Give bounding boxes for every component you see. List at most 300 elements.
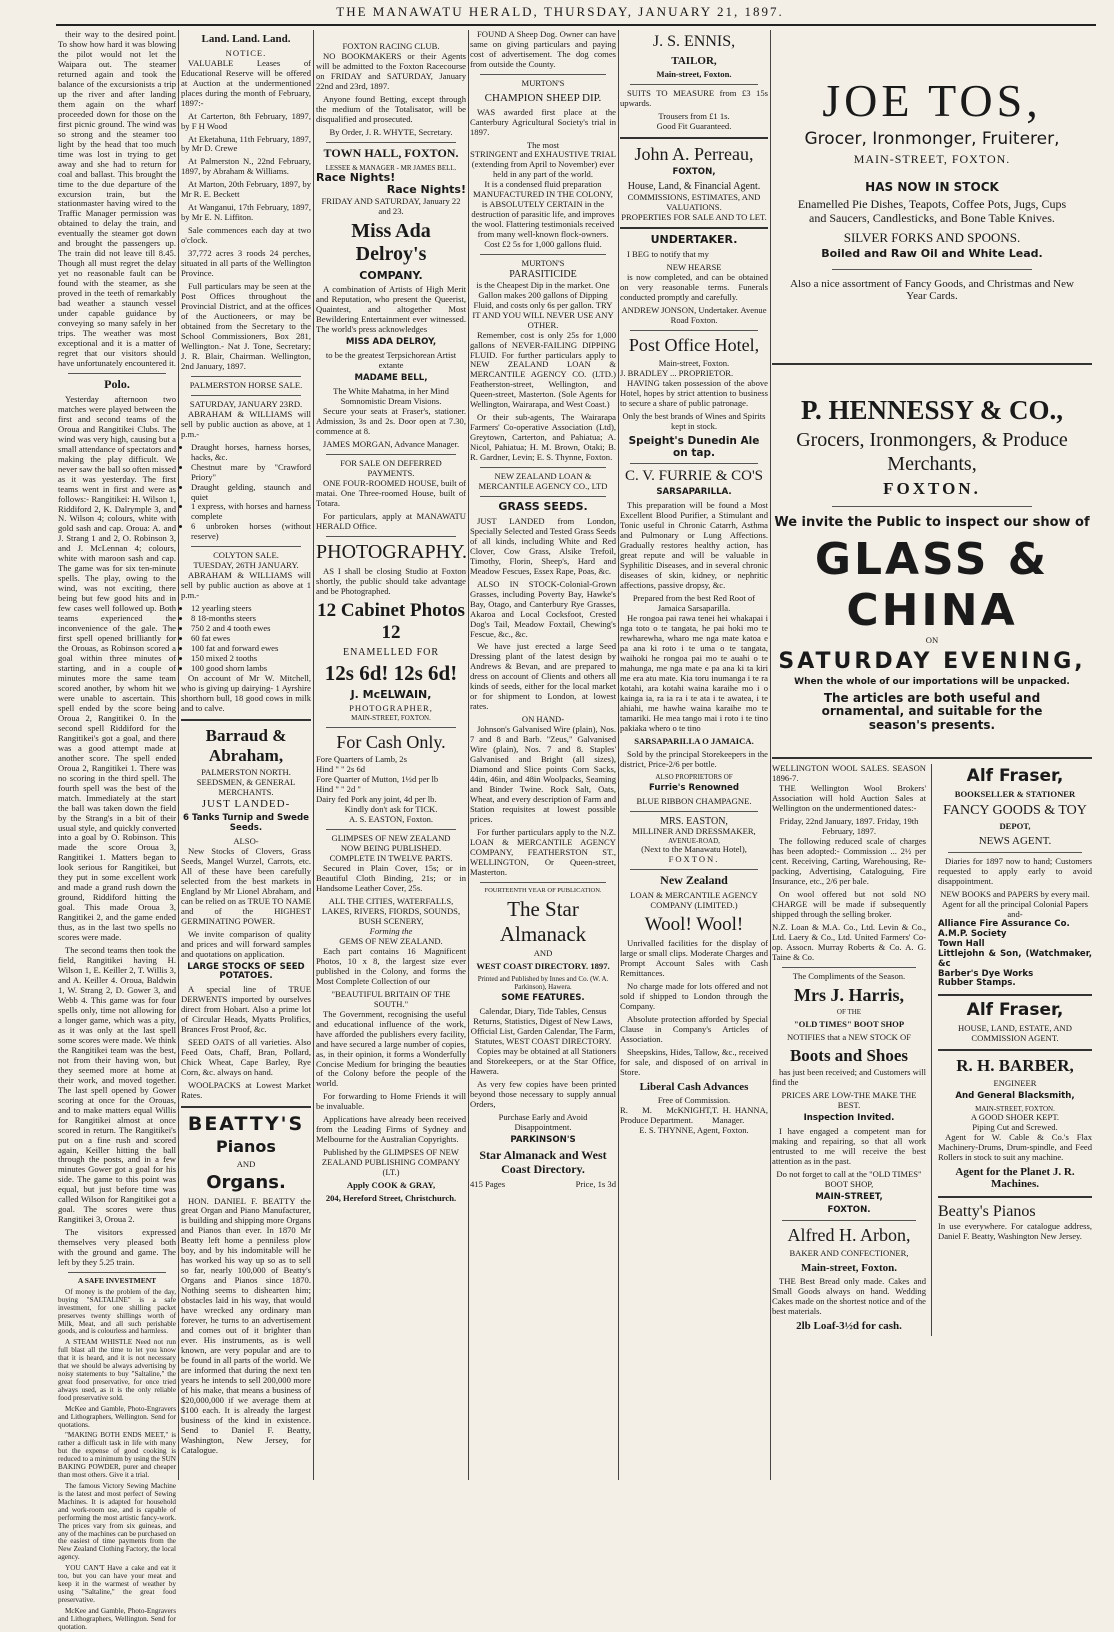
nz-loan-heading: NEW ZEALAND LOAN & MERCANTILE AGENCY CO., LTD <box>478 471 608 492</box>
ad-text: SUITS TO MEASURE from £3 15s upwards. <box>620 88 768 109</box>
signature: T. H. HANNA, Manager. <box>712 1105 768 1126</box>
baker-label: BAKER AND CONFECTIONER, <box>789 1247 909 1258</box>
ad-text: On wool offered but not sold NO CHARGE will be made if subsequently shipped through the selling broker. <box>772 888 926 919</box>
fourteenth-year: FOURTEENTH YEAR OF PUBLICATION. <box>484 886 602 894</box>
organs-title: Organs. <box>206 1171 286 1193</box>
inspection-invited: Inspection Invited. <box>803 1113 895 1124</box>
barraud-location: PALMERSTON NORTH. <box>201 767 291 778</box>
engineer-label: ENGINEER <box>993 1077 1037 1088</box>
ads-left <box>772 764 932 1336</box>
on-hand-label: ON HAND- <box>521 714 565 725</box>
joe-tos-title: JOE TOS, <box>822 75 1042 126</box>
ad-text: ALSO IN STOCK-Colonial-Grown Grasses, including Poverty Bay, Hawke's Bay, Otago, and Canterbury Rye Grasses, Akaroa and Local Cocksfoot, Crested Dog's Tail, Meadow Foxtail, Chewing's Fescue, &c., &c. <box>470 578 616 639</box>
divider <box>191 376 301 377</box>
safe-investment-heading: A SAFE INVESTMENT <box>77 1276 157 1286</box>
masthead-rule <box>56 24 1096 26</box>
arbon-title: Alfred H. Arbon, <box>787 1224 911 1245</box>
speights-ale: Speight's Dunedin Ale on tap. <box>628 434 760 459</box>
colyton-list <box>181 604 311 674</box>
unpacked-note: When the whole of our importations will be unpacked. <box>794 677 1070 688</box>
glass-china-title: GLASS & CHINA <box>814 533 1050 636</box>
race-nights: Race Nights! <box>316 170 396 184</box>
sale-dates: Friday, 22nd January, 1897. Friday, 19th February, 1897. <box>779 816 919 837</box>
main-street: MAIN-STREET, FOXTON. <box>853 152 1011 167</box>
signature: A. S. EASTON, Foxton. <box>348 814 434 825</box>
ennis-title: J. S. ENNIS, <box>652 33 736 50</box>
divider <box>630 463 758 464</box>
ad-text: For particulars, apply at MANAWATU HERALD Office. <box>316 510 466 531</box>
ad-text: For further particulars apply to the N.Z. LOAN & MERCANTILE AGENCY COMPANY, FEATHERSTON ST., WELLINGTON, Or Queen-street, Masterton. <box>470 826 616 877</box>
agent-for: Agent for all the principal Colonial Papers and- <box>941 898 1089 919</box>
small-ad: "MAKING BOTH ENDS MEET," is rather a difficult task in life with many but the expense of good cooking is reduced to a minimum by using the SUN BAKING POWDER, purer and cheaper than most others. Give it a trial. <box>58 1431 176 1480</box>
list-item: • 100 good shorn lambs <box>191 664 311 674</box>
masthead: THE MANAWATU HERALD, THURSDAY, JANUARY 21, 1897. <box>336 4 784 19</box>
perreau-title: John A. Perreau, <box>634 144 754 165</box>
forming-label: Forming the <box>369 925 413 936</box>
horse-sale-heading: PALMERSTON HORSE SALE. <box>189 379 303 390</box>
fit-text: Good Fit Guaranteed. <box>656 121 732 132</box>
ad-text: The Government, recognising the useful and educational influence of the work, have afforded the publishers every facility, and have secured a large number of copies, as, in their opinion, it forms a Wonderfully Concise Medium for bringing the beauties of the Colony before the people of the world. <box>316 1008 466 1089</box>
ad-text: Sheepskins, Hides, Tallow, &c., received for sale, and disposed of on arrival in Store. <box>620 1046 768 1077</box>
champagne-text: BLUE RIBBON CHAMPAGNE. <box>636 795 752 806</box>
divider <box>832 506 1032 507</box>
ad-text: SEED OATS of all varieties. Also Feed Oats, Chaff, Bran, Pollard, Chick Wheat, Cape Barley, Rye Corn, &c. always on hand. <box>181 1037 311 1078</box>
column-4 <box>470 30 616 1480</box>
beattys-pianos: Beatty's Pianos <box>938 1203 1036 1221</box>
land-heading: Land. Land. Land. <box>201 33 291 45</box>
polo-heading: Polo. <box>104 376 130 391</box>
agency-item: Town Hall <box>938 938 985 949</box>
list-item: • 1 express, with horses and harness complete <box>191 502 311 522</box>
article-text: The second teams then took the field, Rangitikei having H. Wilson 1, E. Keiller 2, T. Willis 3, and A. Keiller 4. Oroua, Baldwin 1, W. Strang 2, D. Gower 3, and Webb 4. This game was for four spells only, time not allowing for a longer game, which was a pity, as it was only at the last spell some scores were made. We think the Rangitikei team was the best, not from their having won, but they seemed more at home at their work, and moved together. The last spell opened by Gower scoring at once for the Orouas, and to make matters equal Willis for Rangitikei almost at once scored in return. The Rangitikei's put on a fine rush and scored again, Keiller hitting the ball through the posts, and in a few minutes Gower got a goal for his side. The game to this point was equal, but just before time was called Wilson for Rangitikei got a goal. The scores were thus Rangitikei 3, Oroua 2. <box>58 945 176 1225</box>
ad-text: THE Best Bread only made. Cakes and Small Goods always on hand. Wedding Cakes made on the shortest notice and of the best materials. <box>772 1276 926 1317</box>
prices-low: PRICES ARE LOW-THE MAKE THE BEST. <box>781 1090 917 1111</box>
list-item: • 750 2 and 4 tooth ewes <box>191 624 311 634</box>
main-street: MAIN-STREET, FOXTON. <box>351 714 431 723</box>
price-label: Price, 1s 3d <box>575 1178 616 1189</box>
agent-label: House, Land, & Financial Agent. <box>627 180 761 192</box>
ad-text: For forwarding to Home Friends it will be invaluable. <box>316 1091 466 1112</box>
price-item: Fore Quarters of Lamb, 2s <box>316 754 407 765</box>
ad-text: ONE FOUR-ROOMED HOUSE, built of matai. One Three-roomed House, built of Totara. <box>316 477 466 508</box>
divider <box>480 74 606 75</box>
next-to: (Next to the Manawatu Hotel), <box>641 844 747 855</box>
and-label: AND <box>236 1158 256 1169</box>
divider <box>68 373 166 374</box>
on-label: ON <box>925 634 939 645</box>
divider <box>772 757 1092 759</box>
photography-title: PHOTOGRAPHY. <box>316 540 467 563</box>
ad-text: THE Wellington Wool Brokers' Association will hold Auction Sales at Wellington on the undermentioned dates:- <box>772 783 926 814</box>
company-label: COMPANY. <box>359 268 423 282</box>
column-divider <box>770 30 771 1480</box>
star-almanack-title: The Star Almanack <box>499 897 587 946</box>
ad-text: At Palmerston N., 22nd February, 1897, by Abraham & Williams. <box>181 156 311 177</box>
list-item: • 6 unbroken horses (without reserve) <box>191 522 311 542</box>
price-list <box>316 755 466 805</box>
signature: R. M. McKNIGHT, Produce Department. <box>620 1105 713 1126</box>
ad-text: ABRAHAM & WILLIAMS will sell by public auction as above, at 1 p.m.- <box>181 408 311 439</box>
articles-note: The articles are both useful and ornamental, and suitable for the season's presents. <box>821 690 1043 733</box>
list-item: • Draught gelding, staunch and quiet <box>191 483 311 503</box>
price-item: Dairy fed Pork any joint, 4d per lb. <box>316 794 437 805</box>
madame-bell: MADAME BELL, <box>354 373 428 384</box>
ad-text: At Marton, 20th February, 1897, by Mr R. E. Beckett <box>181 179 311 200</box>
divider <box>938 1049 1092 1051</box>
loan-agency: LOAN & MERCANTILE AGENCY COMPANY (LIMITED.) <box>630 890 758 911</box>
foxton-label: FOXTON. <box>668 854 720 865</box>
new-zealand-heading: New Zealand <box>660 873 728 888</box>
column-2 <box>181 30 311 1480</box>
ada-name: MISS ADA DELROY, <box>345 337 437 348</box>
parkinsons-label: PARKINSON'S <box>510 1134 576 1145</box>
ad-text: ABRAHAM & WILLIAMS will sell by public auction as above at 1 p.m.- <box>181 570 311 601</box>
star-almanack-footer: Star Almanack and West Coast Directory. <box>479 1147 607 1176</box>
no-tick: Kindly don't ask for TICK. <box>344 804 438 815</box>
article-text: Yesterday afternoon two matches were played between the first and second teams of the Oroua and Rangitikei Clubs. The wind was very high, causing but a small attendance of spectators and making the play difficult. We never saw the ball so often missed as it was yesterday. The first teams went in first and were as follows:- Rangitikei: H. Wilson 1, Riddiford 2, K. Dalrymple 3, and N. Wilson 4; colours, white with gold sash and cap. Oroua: A. and J. Strang 1 and 2, O. Robinson 3, and J. McLennan 4; colours, white with maroon sash and cap. The game was for six ten-minute spells. The play, owing to the wind, was not exciting, there being but few good hits and in few cases well followed up. Both teams experienced the inconvenience of the gale. The first spell opened brilliantly for the Orouas, as Robinson scored a goal within three minutes of starting, and in a couple of minutes more the same team scored another, by whom hit we were unable to ascertain. This spell ended by the score being Oroua 2, Rangitikei 0. In the second spell Riddiford for the Rangitikei's got a goal, and there was a good attempt made at another score. The spell ended Oroua 2, Rangitikei 1. There was no scoring in the third spell. The fourth spell was the best of the match. Immediately at the start the ball was taken down the field by the Strang's in a bit of their usual style, and quickly converted into a goal by O. Robinson. This made the score Oroua 3, Rangitikei 1. Matters began to look serious for Rangitikei, but they put in some excellent work and made a grand rush down the ground, Riddiford hitting the goal. This made Oroua 3, Rangitikei 2, and the game ended thus, as in the last two spells no scores were made. <box>58 393 176 943</box>
article-text: The visitors expressed themselves very pleased both with the ground and game. The left by they 5.25 train. <box>58 1227 176 1268</box>
prepared-text: Prepared from the best Red Root of Jamaica Sarsaparilla. <box>632 593 756 614</box>
divider <box>480 496 606 497</box>
column-divider <box>178 30 179 1480</box>
beatty-title: BEATTY'S <box>187 1113 305 1136</box>
divider <box>480 882 606 883</box>
stock-list: Enamelled Pie Dishes, Teapots, Coffee Pots, Jugs, Cups and Saucers, Candlesticks, and Bone Table Knives. <box>797 196 1067 225</box>
notice-heading: NOTICE. <box>225 47 267 58</box>
race-nights: Race Nights! <box>386 183 466 197</box>
ad-text: Remember, cost is only 25s for 1,000 gallons of NEVER-FAILING DIPPING FLUID. For further particulars apply to NEW ZEALAND LOAN & MERCANTILE AGENCY CO. (LTD.) Featherston-street, Wellington, and Queen-street, Masterton. (Sole Agents for Wellington, Wairarapa, and West Coast.) <box>470 329 616 410</box>
tanks-heading: 6 Tanks Turnip and Swede Seeds. <box>183 812 309 833</box>
west-coast-directory: WEST COAST DIRECTORY. 1897. <box>476 960 610 971</box>
ad-text: No charge made for lots offered and not sold if shipped to London through the Company. <box>620 980 768 1011</box>
divider <box>938 994 1092 996</box>
ad-text: He rongoa pai rawa tenei hei whakapai i nga toto o te tangata, he pai hoki mo te rewharewha, wharo me nga mate katoa e pa ana ki roto i te uma o te tangata, waihoki he rongoa pai mo te auahi o te mahunga, me nga mate e pa ana ki ta kiri me era atu mate. Kia toru inumanga i te ra kotahi, ara kotahi waina karaihe mo i o kainga ia, ra ia ra i te ata i te awatea, i te ahiahi, me hawhe waina karaihe mo te tamariki. He mea tango mai i roto i te tino pakiaka whero o te tino <box>620 613 768 733</box>
ad-text: At Carterton, 8th February, 1897, by F H Wood <box>181 110 311 131</box>
ad-text: On account of Mr W. Mitchell, who is giving up dairying- 1 Ayrshire shorthorn bull, 18 good cows in milk and to calve. <box>181 672 311 713</box>
commissions: COMMISSIONS, ESTIMATES, AND VALUATIONS. <box>627 191 761 212</box>
enamelled-for: ENAMELLED FOR <box>342 646 440 658</box>
ad-text: Johnson's Galvanised Wire (plain), Nos. 7 and 8 and Barb. "Zeus," Galvanised Wire (plain), Nos. 7 and 8. Staples' Galvanised and Bright (all sizes), Diamond and Slice points Corn Sacks, 44in, 46in, and 48in Woolpacks, Seaming and Binder Twine. Rock Salt, Oats, Wheat, and every description of Farm and Station requisites at lowest possible prices. <box>470 724 616 824</box>
ad-text: JUST LANDED from London, Specially Selected and Tested Grass Seeds of all kinds, including White and Red Clover, Cow Grass, Alsike Trefoil, Timothy, Florin, Sheep's, Hard and Meadow Fescues, Essex Rape, Poas, &c. <box>470 515 617 576</box>
main-street: MAIN-STREET, FOXTON. <box>975 1104 1055 1113</box>
signature: JAMES MORGAN, Advance Manager. <box>322 438 460 449</box>
ad-text: A combination of Artists of High Merit and Reputation, who present the Queerist, Quaintest, and altogether Most Bewildering Entertainment ever witnessed. The world's press acknowledges <box>316 284 466 335</box>
divider <box>630 811 758 812</box>
agency-item: Littlejohn & Son, (Watchmaker, &c <box>938 948 1092 969</box>
article-text: their way to the desired point. To show how hard it was blowing the pilot would not let the Waipara out. The steamer returned again and took the balance of the excursionists a trip up the river and after landing them again on the wharf proceeded down for those on the first picnic ground. The wind was so strong and the steamer too light by the head that too much time was lost in trying to get away and she had to return for coal and ballast. This brought the time to the due departure of the excursion train, but the stationmaster having wired to the Traffic Manager permission was obtained to delay the train, and eventually the steamer got down and brought the passengers up. The train did not leave till 8.45. Though all must regret the delay yet no reasonable fault can be found with the steamer, as she proved in the teeth of remarkably bad weather a staunch vessel under capable guidance by conveying so many safely in her trips. The weather was most exceptional and it is a matter of regret that our visitors should have unfortunately encountered it. <box>58 29 176 368</box>
ad-text: At Wanganui, 17th February, 1897, by Mr E. N. Liffiton. <box>181 202 311 223</box>
furries-renowned: Furrie's Renowned <box>648 782 740 793</box>
harris-title: Mrs J. Harris, <box>794 984 904 1005</box>
ad-text: Or their sub-agents, The Wairarapa Farmers' Co-operative Association (Ltd), Greytown, Carterton, and Pahiatua; A. Nicol, Pahiatua; H. M. Brown, Otaki; B. R. Gardner, Levin; E. S. Thynne, Foxton. <box>470 412 616 463</box>
glimpses-heading: GLIMPSES OF NEW ZEALAND <box>331 833 451 844</box>
list-item: • 12 yearling steers <box>191 604 311 614</box>
divider <box>326 829 456 830</box>
column-3 <box>316 30 466 1480</box>
lessee-line: LESSEE & MANAGER - MR JAMES BELL. <box>325 163 457 172</box>
hennessy-title: P. HENNESSY & CO., <box>800 395 1064 426</box>
race-nights-dates: FRIDAY AND SATURDAY, January 22 and 23. <box>321 196 461 217</box>
divider <box>326 727 456 728</box>
bottom-ads <box>772 764 1092 1336</box>
horse-sale-list <box>181 443 311 543</box>
divider <box>68 1272 166 1273</box>
ad-text: WAS awarded first place at the Canterbury Agricultural Society's trial in 1897. <box>470 106 616 137</box>
ad-text: As very few copies have been printed beyond those necessary to supply annual Orders, <box>470 1078 616 1109</box>
gems-heading: GEMS OF NEW ZEALAND. <box>339 935 443 946</box>
do-not-forget: Do not forget to call at the "OLD TIMES" BOOT SHOP, <box>776 1168 922 1189</box>
compliments: The Compliments of the Season. <box>792 970 906 981</box>
fancy-goods: FANCY GOODS & TOY <box>943 802 1087 818</box>
silver-forks: SILVER FORKS AND SPOONS. <box>843 229 1021 245</box>
house-land: HOUSE, LAND, ESTATE, AND <box>958 1023 1072 1034</box>
divider <box>181 719 311 721</box>
small-ad: A STEAM WHISTLE Need not run full blast all the time to let you know that it is heard, and it is not necessary that we should be always advertising by noisy statements to buy "Saltaline," the great food preservative, for once tried always used, as it is the only reliable food preservative sold. <box>58 1338 176 1402</box>
main-street: Main-street, Foxton. <box>800 1261 898 1274</box>
ad-text: Secured in Plain Cover, 15s; or in Beautiful Cloth Binding, 21s; or in Handsome Leather Cover, 25s. <box>316 863 466 894</box>
colyton-heading: COLYTON SALE. <box>213 550 279 561</box>
ads-right <box>938 764 1092 1336</box>
list-item: • 8 18-months steers <box>191 614 311 624</box>
divider <box>480 467 606 468</box>
mrs-easton: MRS. EASTON, <box>660 815 728 827</box>
pages-label: 415 Pages <box>470 1178 506 1189</box>
divider <box>938 1196 1092 1198</box>
agency-item: Rubber Stamps. <box>938 978 1016 989</box>
boiled-oil: Boiled and Raw Oil and White Lead. <box>821 246 1043 260</box>
trousers-text: Trousers from £1 1s. <box>658 111 730 122</box>
column-divider <box>468 30 469 1480</box>
barraud-trade: SEEDSMEN, & GENERAL MERCHANTS. <box>196 777 296 798</box>
list-item: • Draught horses, harness horses, hacks, &c. <box>191 443 311 463</box>
ad-text: Diaries for 1897 now to hand; Customers requested to apply early to avoid disappointment. <box>938 855 1092 886</box>
divider <box>782 1220 916 1221</box>
sarsaparilla-jamaica: SARSAPARILLA O JAMAICA. <box>634 735 754 746</box>
divider <box>630 869 758 870</box>
column-5 <box>620 30 768 1480</box>
ad-text: FOUND A Sheep Dog. Owner can have same on giving particulars and paying cost of advertisement. The dog comes from outside the County. <box>470 29 616 69</box>
wool-sales-heading: WELLINGTON WOOL SALES. SEASON 1896-7. <box>772 763 926 784</box>
list-item: • 60 fat ewes <box>191 634 311 644</box>
for-sale-heading: FOR SALE ON DEFERRED PAYMENTS. <box>340 457 442 478</box>
foxton-label: FOXTON. <box>827 1204 871 1215</box>
ad-text: The following reduced scale of charges has been adopted:- Commission ... 2½ per cent. Receiving, Carting, Warehousing, Re-packing, Advertising, Cataloguing, Fire Insurance, etc., 2/6 per bale. <box>772 836 926 886</box>
cook-gray: Apply COOK & GRAY, <box>346 1180 436 1191</box>
just-landed: JUST LANDED- <box>201 798 291 811</box>
mcelwain-name: J. McELWAIN, <box>350 687 432 701</box>
cash-only-title: For Cash Only. <box>336 731 446 752</box>
ad-text: VALUABLE Leases of Educational Reserve will be offered at Auction at the undermentioned places during the month of February, 1897:- <box>181 57 311 108</box>
ad-text: 37,772 acres 3 roods 24 perches, situated in all parts of the Wellington Province. <box>181 248 311 279</box>
champion-dip-title: CHAMPION SHEEP DIP. <box>484 91 602 104</box>
grass-seeds-title: GRASS SEEDS. <box>498 500 588 514</box>
ad-text: HAVING taken possession of the above Hotel, hopes by strict attention to business to secure a share of public patronage. <box>620 377 768 408</box>
shoer-label: A GOOD SHOER KEPT. <box>970 1111 1060 1122</box>
ad-text: Applications have already been received from the Leading Firms of Sydney and Melbourne for the Australian Copyrights. <box>316 1114 466 1145</box>
foxton-label: FOXTON. <box>883 478 981 498</box>
column-6 <box>772 30 1092 1480</box>
also-label: ALSO- <box>233 835 259 846</box>
ad-text: Agent for W. Cable & Co.'s Flax Machinery-Drums, Drum-spindle, and Feed Rollers in stock to suit any machine. <box>938 1131 1092 1162</box>
divider <box>191 395 301 396</box>
small-ad: McKee and Gamble, Photo-Engravers and Lithographers, Wellington. Send for quotation. <box>58 1606 176 1631</box>
column-divider <box>313 30 314 1480</box>
all-cities: ALL THE CITIES, WATERFALLS, LAKES, RIVERS, FIORDS, SOUNDS, BUSH SCENERY, <box>321 896 461 926</box>
price-item: Hind " " 2s 6d <box>316 764 366 775</box>
properties: PROPERTIES FOR SALE AND TO LET. <box>621 211 767 222</box>
divider <box>326 454 456 455</box>
ad-text: Sold by the principal Storekeepers in the district, Price-2/6 per bottle. <box>620 748 768 769</box>
blacksmith-label: And General Blacksmith, <box>955 1090 1075 1101</box>
ad-text: HON. DANIEL F. BEATTY the great Organ and Piano Manufacturer, is building and shipping more Organs and Pianos than ever. In 1870 Mr Beatty left home a penniless plow boy, and by his indomitable will he has worked his way up so as to sell so far, nearly 100,000 of Beatty's Organs and Pianos since 1870. Nothing seems to dishearten him; obstacles laid in his way, that would have wrecked any ordinary man forever, he turns to an advertisement and comes out of it brighter than ever. His instruments, as is well known, are very popular and are to be found in all parts of the world. We are informed that during the next ten years he intends to sell 200,000 more of his make, that means a business of $20,000,000 if we average them at $100 each. It is already the largest business of the kind in existence. Send to Daniel F. Beatty, Washington, New Jersey, for Catalogue. <box>181 1195 311 1455</box>
condensed-text: It is a condensed fluid preparation MANUFACTURED IN THE COLONY, is ABSOLUTELY CERTAIN in the destruction of parasitic life, and improves the wool. Flattering testimonials received from many well-known flock-owners. <box>471 179 615 240</box>
ad-text: has just been received; and Customers will find the <box>772 1067 927 1088</box>
ad-text: Anyone found Betting, except through the medium of the Totalisator, will be disqualified and prosecuted. <box>316 93 466 124</box>
ad-text: At Eketahuna, 11th February, 1897, by Mr D. Crewe <box>181 133 311 154</box>
main-street: MAIN-STREET, <box>815 1191 883 1202</box>
barraud-title: Barraud & Abraham, <box>205 725 287 765</box>
piping-label: Piping Cut and Screwed. <box>972 1121 1058 1132</box>
hereford-street: 204, Hereford Street, Christchurch. <box>325 1193 457 1204</box>
ad-text: I have engaged a competent man for making and repairing, so that all work entrusted to me will receive the best attention as in the past. <box>772 1126 926 1166</box>
planet-machines: Agent for the Planet J. R. Machines. <box>955 1165 1075 1191</box>
agency-item: A.M.P. Society <box>938 928 1007 939</box>
racing-club-heading: FOXTON RACING CLUB. <box>342 41 440 51</box>
price-item: Hind " " 2d " <box>316 784 361 795</box>
divider <box>181 1106 311 1108</box>
published-by: Published by the GLIMPSES OF NEW ZEALAND PUBLISHING COMPANY (LT.) <box>321 1147 461 1178</box>
undertaker-title: UNDERTAKER. <box>650 233 738 247</box>
photo-price: 12s 6d! 12s 6d! <box>324 661 458 686</box>
wool-title: Wool! Wool! <box>644 914 744 936</box>
ad-text: Absolute protection afforded by Special Clause in Company's Articles of Association. <box>620 1013 768 1044</box>
pianos-title: Pianos <box>216 1137 276 1157</box>
stringent-text: STRINGENT and EXHAUSTIVE TRIAL (extending from April to November) ever held in any part of the world. <box>470 149 617 180</box>
free-commission: Free of Commission. <box>657 1095 731 1106</box>
purchase-early: Purchase Early and Avoid Disappointment. <box>498 1111 588 1132</box>
in-use-note: In use everywhere. For catalogue address, Daniel F. Beatty, Washington New Jersey. <box>938 1220 1092 1241</box>
divider <box>782 967 916 968</box>
main-street: Main-street, Foxton. <box>656 69 732 80</box>
saturday-evening: SATURDAY EVENING, <box>778 648 1086 674</box>
grocer-line: Grocer, Ironmonger, Fruiterer, <box>804 129 1060 150</box>
cabinet-photos: 12 Cabinet Photos 12 <box>317 599 465 643</box>
ad-text: A special line of TRUE DERWENTS imported by ourselves direct from Hobart. Also a prime lot of Circular Heads, Myatts Prolifics, Brances Frost Proof, &c. <box>181 984 311 1035</box>
photographer-label: PHOTOGRAPHER, <box>349 703 433 714</box>
depot-label: DEPOT, <box>999 821 1031 832</box>
small-ad: The famous Victory Sewing Machine is the latest and most perfect of Sewing Machines. It is adapted for household and work-room use, and is capable of performing the most artistic fancy-work. The prices vary from six guineas, and any of the machines can be purchased on the easiest of time payments from the New Zealand Clothing Factory, the local agency. <box>58 1482 176 1562</box>
small-ad: McKee and Gamble, Photo-Engravers and Lithographers, Wellington. Send for quotations. <box>58 1404 176 1429</box>
avenue-road: AVENUE-ROAD, <box>668 837 720 846</box>
complete-parts: COMPLETE IN TWELVE PARTS. <box>329 853 453 864</box>
town-hall-heading: TOWN HALL, FOXTON. <box>323 145 459 160</box>
divider <box>620 227 768 229</box>
tailor-label: TAILOR, <box>671 54 717 67</box>
liberal-cash: Liberal Cash Advances <box>639 1080 749 1093</box>
column-divider <box>618 30 619 1480</box>
boots-shoes: Boots and Shoes <box>789 1045 909 1065</box>
ad-text: I BEG to notify that my <box>627 249 709 260</box>
column-1 <box>58 29 176 1631</box>
notifies-text: NOTIFIES that a NEW STOCK OF <box>786 1031 912 1042</box>
ad-text: Sale commences each day at two o'clock. <box>181 225 311 246</box>
old-times-shop: "OLD TIMES" BOOT SHOP <box>793 1018 905 1029</box>
ad-text: New Stocks of Clovers, Grass Seeds, Mangel Wurzel, Carrots, etc. All of these have been carefully selected from the best markets in England by Mr Lionel Abraham, and can be relied on as TRUE TO NAME and of the HIGHEST GERMINATING POWER. <box>181 845 311 926</box>
list-item: • Chestnut mare by "Crawford Priory" <box>191 463 311 483</box>
murtons-label: MURTON'S <box>521 77 565 88</box>
ad-text: NO BOOKMAKERS or their Agents will be admitted to the Foxton Racecourse on FRIDAY and SATURDAY, January 22nd and 23rd, 1897. <box>316 50 466 91</box>
features-heading: SOME FEATURES. <box>501 993 585 1004</box>
signature: E. S. THYNNE, Agent, Foxton. <box>639 1125 749 1136</box>
now-being: NOW BEING PUBLISHED. <box>340 843 442 854</box>
divider <box>630 330 758 331</box>
divider <box>480 254 606 255</box>
ad-text: This preparation will be found a Most Excellent Blood Purifier, a Stimulant and Tonic useful in Chronic Catarrh, Asthma and Pulmonary or Lung Affections. Gradually restores healthy action, has great repute and will be valuable in Syphilitic Diseases, and in several chronic diseases of skin, kidney, or nephritic affections, passive dropsy, &c. <box>620 500 768 591</box>
alf-fraser-title: Alf Fraser, <box>966 1000 1064 1021</box>
bookseller-label: BOOKSELLER & STATIONER <box>954 788 1076 799</box>
agency-item: Alliance Fire Assurance Co. <box>938 918 1070 929</box>
signature: ANDREW JONSON, Undertaker. Avenue Road Foxton. <box>621 305 767 326</box>
new-books: NEW BOOKS and PAPERS by every mail. <box>940 888 1090 899</box>
proprietor-line: J. BRADLEY ... PROPRIETOR. <box>620 367 734 378</box>
ad-text: Copies may be obtained at all Stationers and Storekeepers, or at the Star Office, Hawera. <box>470 1046 616 1076</box>
proprietors-label: ALSO PROPRIETORS OF <box>655 772 733 781</box>
and-label: AND <box>533 948 553 958</box>
ada-delroy-title: Miss Ada Delroy's <box>351 220 431 266</box>
signature: By Order, J. R. WHYTE, Secretary. <box>329 126 453 137</box>
divider <box>832 269 1032 270</box>
ad-text: is now completed, and can be obtained on very reasonable terms. Funerals conducted promptly and carefully. <box>620 272 768 303</box>
colyton-date: TUESDAY, 26TH JANUARY. <box>193 560 299 571</box>
divider <box>772 363 1092 365</box>
cost-text: Cost £2 5s for 1,000 gallons fluid. <box>484 239 602 250</box>
divider <box>620 137 768 139</box>
furrie-title: C. V. FURRIE & CO'S <box>624 468 764 485</box>
main-street: Main-street, Foxton. <box>658 357 730 368</box>
potatoes-heading: LARGE STOCKS OF SEED POTATOES. <box>187 961 305 982</box>
divider <box>326 142 456 143</box>
broker-list: N.Z. Loan & M.A. Co., Ltd. Levin & Co., Ltd. Laery & Co., Ltd. United Farmers' Co-op. Assocn. Murray Roberts & Co. A. G. Taine & Co. <box>772 921 926 962</box>
sarsaparilla-heading: SARSAPARILLA. <box>656 487 732 498</box>
murtons-label: MURTON'S <box>521 258 565 269</box>
ad-text: Unrivalled facilities for the display of large or small clips. Moderate Charges and Prompt Account Sales with Cash Remittances. <box>620 938 768 978</box>
rh-barber-title: R. H. BARBER, <box>956 1056 1074 1076</box>
beautiful-britain: "BEAUTIFUL BRITAIN OF THE SOUTH." <box>331 988 451 1009</box>
news-agent: NEWS AGENT. <box>978 835 1052 848</box>
of-the: OF THE <box>836 1008 862 1017</box>
ad-text: We invite comparison of quality and prices and will forward samples and quotations on application. <box>181 928 311 959</box>
ada-desc: to be the greatest Terpsichorean Artist extante <box>325 350 457 371</box>
ad-text: We have just erected a large Seed Dressing plant of the latest design by Andrews & Bevan, and are prepared to dress on account of Clients and others all kinds of seeds, either for the local market or for shipment to London, at lowest rates. <box>470 641 616 712</box>
milliner-label: MILLINER AND DRESSMAKER, <box>632 826 756 837</box>
ad-text: AS I shall be closing Studio at Foxton shortly, the public should take advantage and be Photographed. <box>316 565 466 596</box>
printed-by: Printed and Published by Innes and Co. (W. A. Parkinson), Hawera. <box>477 974 609 992</box>
ad-text: Secure your seats at Fraser's, stationer. Admission, 3s and 2s. Door open at 7.30, commence at 8. <box>316 405 466 436</box>
cheapest-text: is the Cheapest Dip in the market. One Gallon makes 200 gallons of Dipping Fluid, and costs only 6s per gallon. TRY IT AND YOU WILL NEVER USE ANY OTHER. <box>472 279 614 330</box>
divider <box>948 852 1082 853</box>
horse-sale-date: SATURDAY, JANUARY 23RD. <box>189 398 303 409</box>
divider <box>191 546 301 547</box>
list-item: • 100 fat and forward ewes <box>191 644 311 654</box>
new-hearse: NEW HEARSE <box>666 262 722 273</box>
parasiticide-title: PARASITICIDE <box>509 269 577 281</box>
invite-public: We invite the Public to inspect our show of <box>774 515 1090 531</box>
most-label: The most <box>526 139 560 150</box>
loaf-price: 2lb Loaf-3½d for cash. <box>796 1320 902 1333</box>
small-ad: YOU CAN'T Have a cake and eat it too, but you can have your meat and keep it in the warmest of weather by using "Saltaline," the great food preservative. <box>58 1564 176 1604</box>
foxton-label: FOXTON, <box>672 167 716 178</box>
ad-text: Full particulars may be seen at the Post Offices throughout the Provincial District, and at the offices of the Auctioneers, or may be obtained from the Secretary to the School Commissioners, Box 281, Wellington.- Nat J. Tone, Secretary; J. R. Blair, Chairman. Wellington, 2nd January, 1897. <box>181 281 311 371</box>
